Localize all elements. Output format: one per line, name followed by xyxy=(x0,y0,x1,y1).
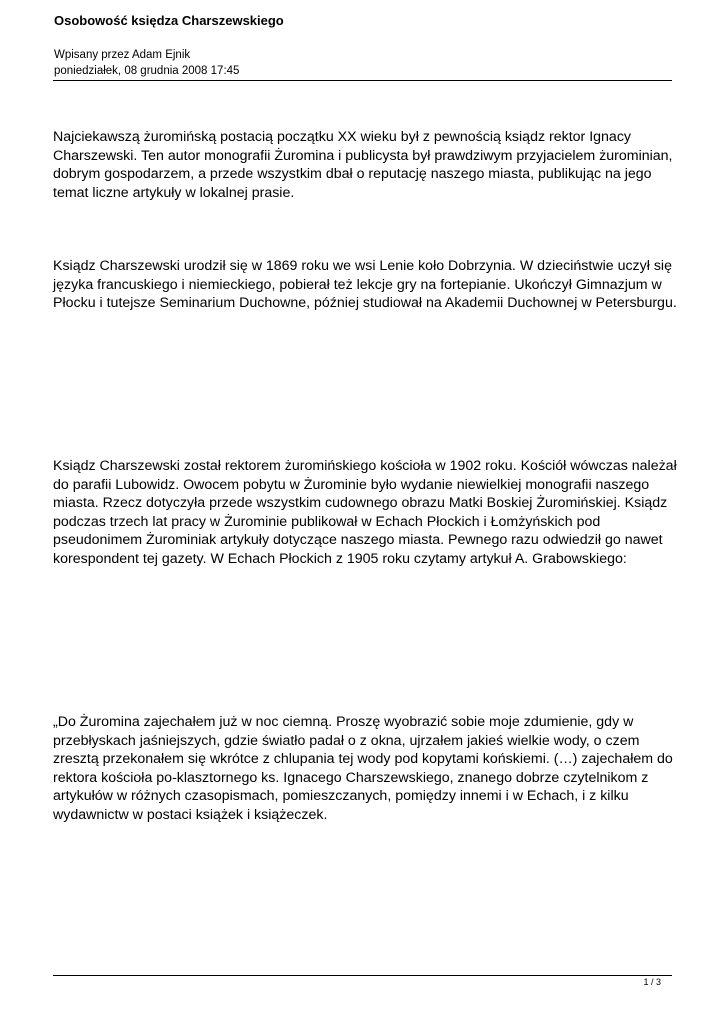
paragraph-quote: „Do Żuromina zajechałem już w noc ciemną. Proszę wyobrazić sobie moje zdumienie, gdy w przebłyskach jaśniejszych, gdzie światło padał o z okna, ujrzałem jakieś wielkie wody, o czem zresztą przekonałem się wkrótce z chlupania tej wody pod kopytami końskiemi. (…) zajechałem do rektora kościoła po-klasztornego ks. Ignacego Charszewskiego, znanego dobrze czytelnikom z artykułów w różnych czasopismach, pomieszczanych, pomiędzy innemi i w Echach, i z kilku wydawnictw w postaci książek i książeczek. xyxy=(53,714,673,823)
header-divider xyxy=(53,80,672,81)
paragraph-rectorship: Ksiądz Charszewski został rektorem żuromińskiego kościoła w 1902 roku. Kościół wówczas należał do parafii Lubowidz. Owocem pobytu w Żurominie było wydanie niewielkiej monografii naszego miasta. Rzecz dotyczyła przede wszystkim cudownego obrazu Matki Boskiej Żuromińskiej. Ksiądz podczas trzech lat pracy w Żurominie publikował w Echach Płockich i Łomżyńskich pod pseudonimem Żurominiak artykuły dotyczące naszego miasta. Pewnego razu odwiedził go nawet korespondent tej gazety. W Echach Płockich z 1905 roku czytamy artykuł A. Grabowskiego: xyxy=(53,458,677,567)
author-line: Wpisany przez Adam Ejnik xyxy=(54,49,191,61)
footer-divider xyxy=(53,975,672,976)
page-title: Osobowość księdza Charszewskiego xyxy=(54,13,284,28)
paragraph-biography: Ksiądz Charszewski urodził się w 1869 roku we wsi Lenie koło Dobrzynia. W dzieciństwie uczył się języka francuskiego i niemieckiego, pobierał też lekcje gry na fortepianie. Ukończył Gimnazjum w Płocku i tutejsze Seminarium Duchowne, później studiował na Akademii Duchownej w Petersburgu. xyxy=(53,258,677,312)
byline xyxy=(54,47,239,79)
date-line: poniedziałek, 08 grudnia 2008 17:45 xyxy=(54,65,240,77)
page-number: 1 / 3 xyxy=(643,977,661,987)
paragraph-intro: Najciekawszą żuromińską postacią początku XX wieku był z pewnością ksiądz rektor Ignacy Charszewski. Ten autor monografii Żuromina i publicysta był prawdziwym przyjacielem żurominian, dobrym gospodarzem, a przede wszystkim dbał o reputację naszego miasta, publikując na jego temat liczne artykuły w lokalnej prasie. xyxy=(53,129,673,201)
